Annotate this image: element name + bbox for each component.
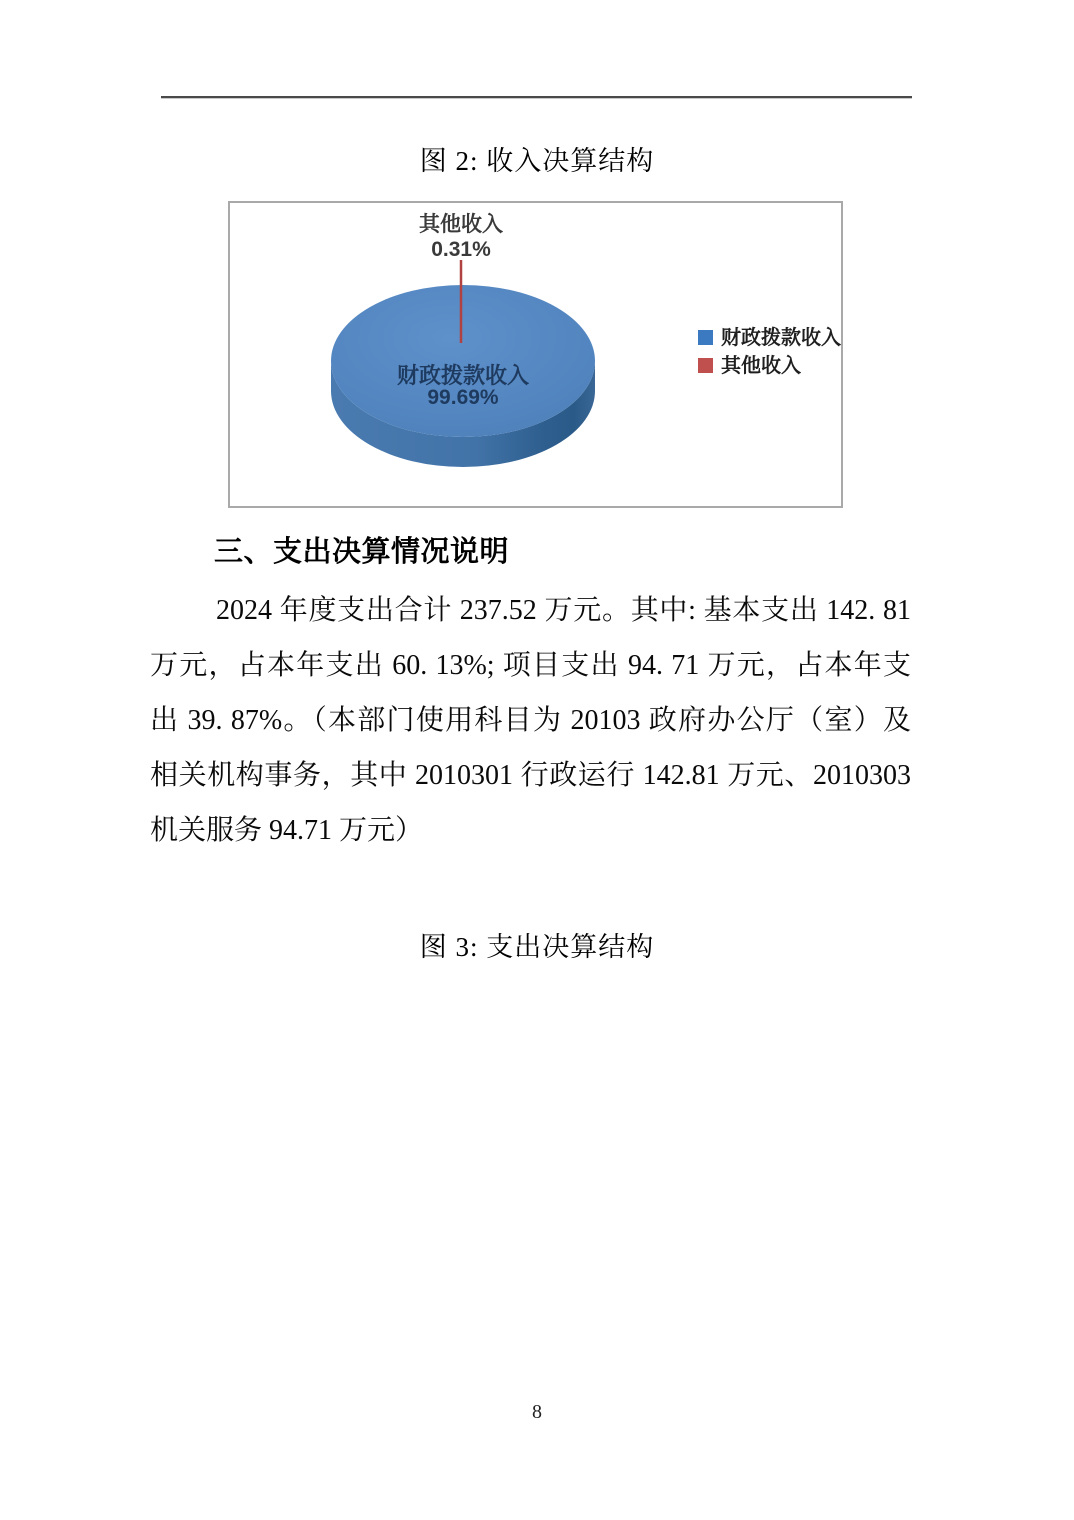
other-income-percent: 0.31% bbox=[431, 238, 491, 261]
fiscal-income-percent: 99.69% bbox=[427, 386, 499, 409]
legend-swatch-other-income bbox=[698, 358, 713, 373]
expenditure-paragraph bbox=[150, 583, 911, 858]
income-pie-chart bbox=[228, 201, 843, 508]
section-heading-expenditure: 三、支出决算情况说明 bbox=[214, 536, 510, 568]
paragraph-line: 2024 年度支出合计 237.52 万元。其中: 基本支出 142. 81 bbox=[216, 595, 911, 626]
pie-top-main-slice bbox=[331, 285, 595, 437]
legend-label-other-income: 其他收入 bbox=[721, 355, 801, 377]
other-income-label: 其他收入 bbox=[419, 213, 503, 236]
paragraph-line: 相关机构事务，其中 2010301 行政运行 142.81 万元、2010303 bbox=[150, 760, 911, 791]
paragraph-line: 机关服务 94.71 万元） bbox=[150, 815, 424, 846]
legend-label-fiscal-income: 财政拨款收入 bbox=[721, 327, 841, 349]
chart-legend bbox=[698, 325, 841, 377]
paragraph-line: 出 39. 87%。（本部门使用科目为 20103 政府办公厅（室）及 bbox=[150, 705, 911, 736]
pie-chart-canvas bbox=[230, 203, 841, 506]
figure3-caption: 图 3: 支出决算结构 bbox=[419, 932, 655, 962]
fiscal-income-label: 财政拨款收入 bbox=[396, 363, 530, 388]
paragraph-line: 万元，占本年支出 60. 13%; 项目支出 94. 71 万元，占本年支 bbox=[150, 650, 911, 681]
header-rule bbox=[161, 96, 912, 98]
legend-swatch-fiscal-income bbox=[698, 330, 713, 345]
page-number: 8 bbox=[532, 1401, 542, 1423]
figure2-caption: 图 2: 收入决算结构 bbox=[419, 146, 655, 176]
